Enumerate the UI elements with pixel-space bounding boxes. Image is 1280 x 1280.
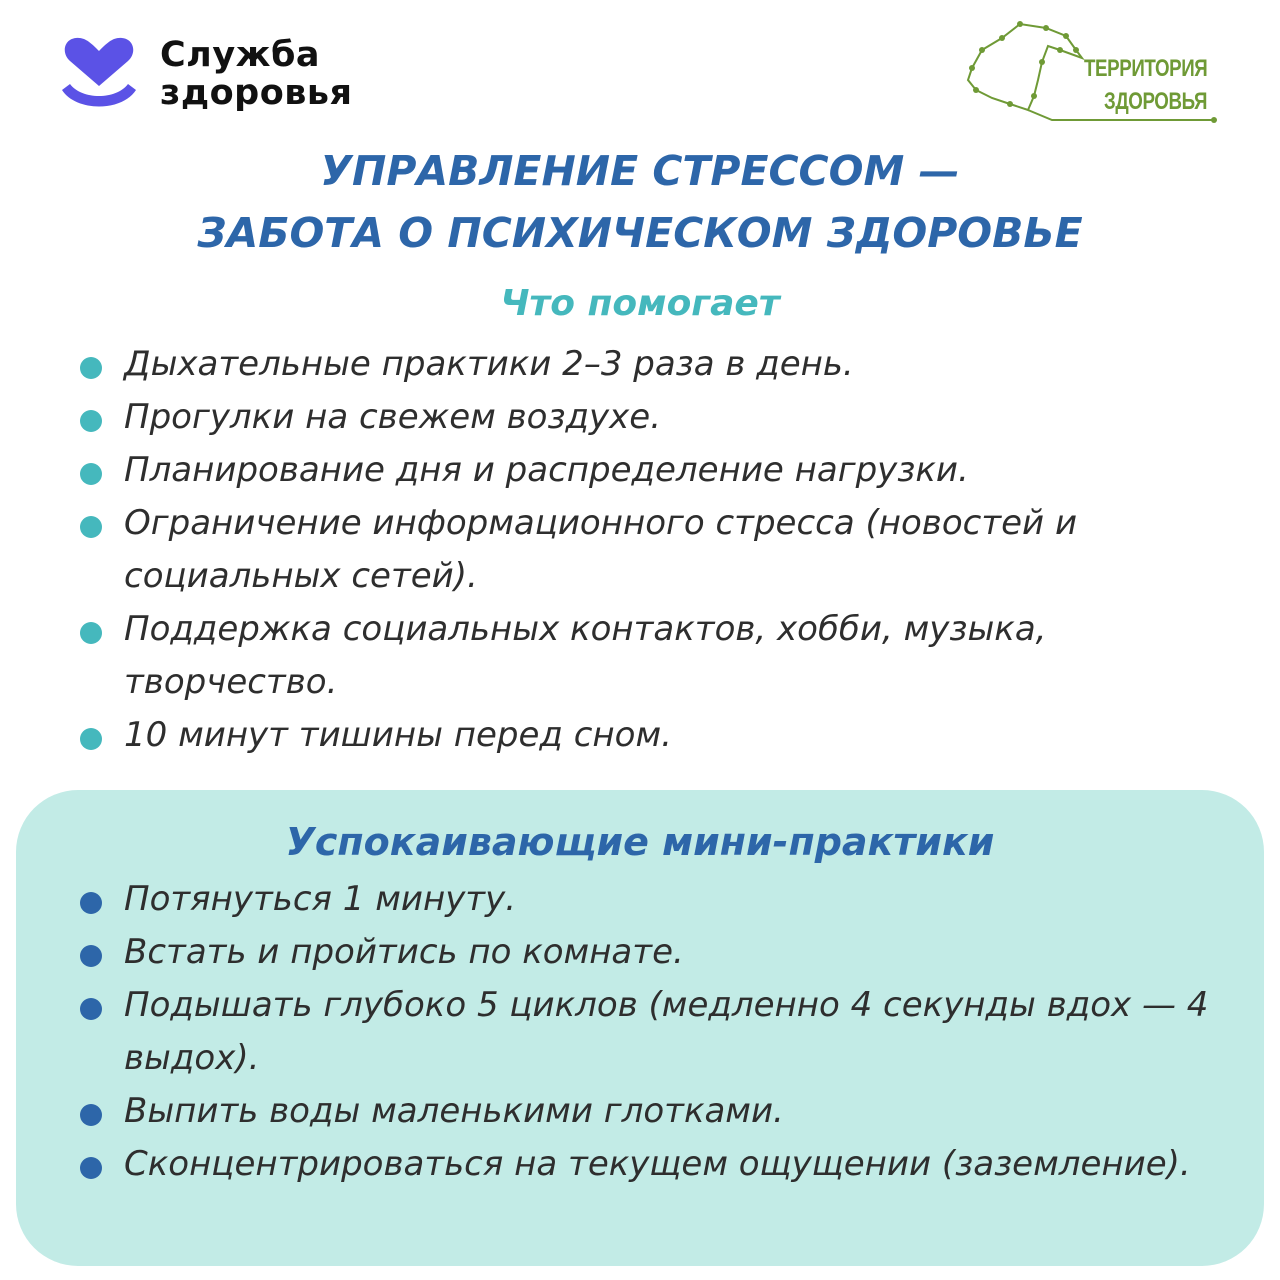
bullet-dot-icon (80, 728, 102, 750)
title-line-2: ЗАБОТА О ПСИХИЧЕСКОМ ЗДОРОВЬЕ (197, 209, 1083, 257)
brand-line-2: здоровья (160, 73, 353, 113)
title-line-1: УПРАВЛЕНИЕ СТРЕССОМ — (320, 147, 960, 195)
bullet-dot-icon (80, 1157, 102, 1179)
mini-practices-list (80, 873, 1210, 1191)
brand-line-1: Служба (160, 35, 321, 75)
partner-line-1: ТЕРРИТОРИЯ (1084, 55, 1208, 82)
partner-logo (962, 20, 1222, 124)
brand-name (160, 36, 353, 112)
partner-line-2: ЗДОРОВЬЯ (1104, 88, 1208, 115)
bullet-dot-icon (80, 357, 102, 379)
list-item: Поддержка социальных контактов, хобби, музыка, творчество. (80, 603, 1210, 709)
list-item: Выпить воды маленькими глотками. (80, 1085, 1210, 1138)
mini-practices-heading: Успокаивающие мини-практики (285, 820, 995, 864)
bullet-dot-icon (80, 945, 102, 967)
bullet-dot-icon (80, 998, 102, 1020)
helps-list (80, 338, 1210, 762)
page-title (0, 140, 1280, 264)
bullet-dot-icon (80, 463, 102, 485)
list-item: Сконцентрироваться на текущем ощущении (заземление). (80, 1138, 1210, 1191)
list-item: Дыхательные практики 2–3 раза в день. (80, 338, 1210, 391)
list-item: Планирование дня и распределение нагрузки. (80, 444, 1210, 497)
list-item: Встать и пройтись по комнате. (80, 926, 1210, 979)
bullet-dot-icon (80, 622, 102, 644)
list-item: 10 минут тишины перед сном. (80, 709, 1210, 762)
bullet-dot-icon (80, 410, 102, 432)
list-item: Ограничение информационного стресса (новостей и социальных сетей). (80, 497, 1210, 603)
heart-smile-icon (58, 34, 140, 114)
list-item: Подышать глубоко 5 циклов (медленно 4 секунды вдох — 4 выдох). (80, 979, 1210, 1085)
list-item: Потянуться 1 минуту. (80, 873, 1210, 926)
list-item: Прогулки на свежем воздухе. (80, 391, 1210, 444)
bullet-dot-icon (80, 1104, 102, 1126)
bullet-dot-icon (80, 892, 102, 914)
helps-heading: Что помогает (500, 283, 780, 324)
brand-logo (58, 34, 398, 118)
bullet-dot-icon (80, 516, 102, 538)
